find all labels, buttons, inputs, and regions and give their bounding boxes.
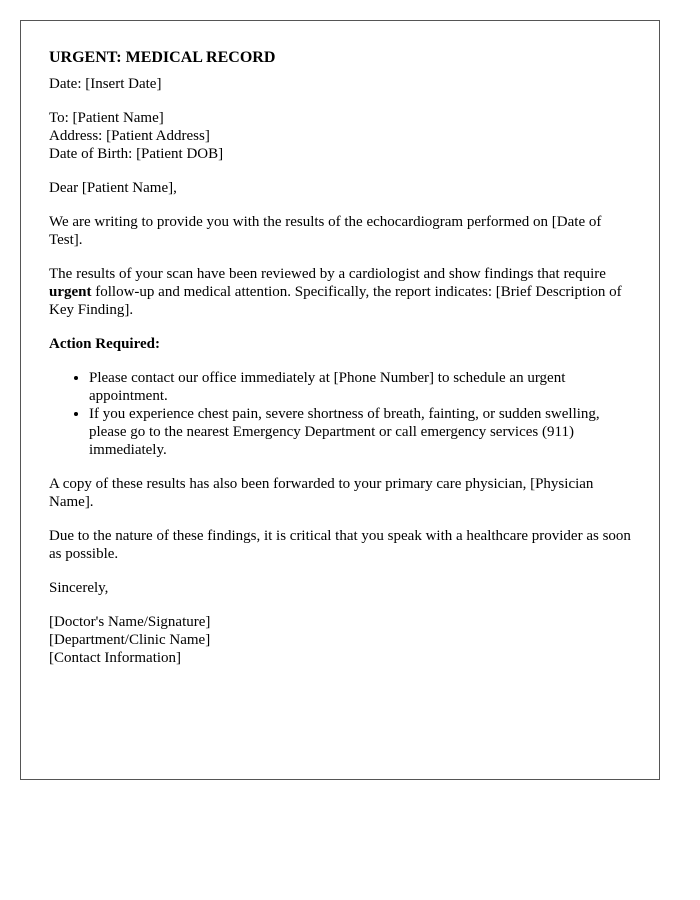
urgent-emphasis: urgent	[49, 284, 92, 300]
date-line: Date: [Insert Date]	[49, 76, 162, 92]
recipient-dob: Date of Birth: [Patient DOB]	[49, 146, 224, 162]
action-item-contact-office: • Please contact our office immediately at [Phone Number] to schedule an urgent appointment.	[89, 369, 631, 405]
findings-text-after: follow-up and medical attention. Specifically, the report indicates: [Brief Description of Key Finding].	[49, 284, 622, 318]
signature-department: [Department/Clinic Name]	[49, 632, 211, 648]
signature-contact: [Contact Information]	[49, 650, 182, 666]
results-intro-paragraph: We are writing to provide you with the results of the echocardiogram performed on [Date of Test].	[49, 214, 602, 248]
action-list	[49, 369, 631, 459]
action-required-heading: Action Required:	[49, 336, 160, 352]
letter-page	[20, 20, 660, 780]
findings-paragraph	[49, 265, 631, 319]
findings-text-before: The results of your scan have been reviewed by a cardiologist and show findings that require	[49, 266, 606, 282]
closing: Sincerely,	[49, 580, 109, 596]
signature-name: [Doctor's Name/Signature]	[49, 614, 211, 630]
letter-title: URGENT: MEDICAL RECORD	[49, 49, 276, 66]
copy-forwarded-paragraph: A copy of these results has also been forwarded to your primary care physician, [Physician Name].	[49, 476, 594, 510]
critical-paragraph: Due to the nature of these findings, it is critical that you speak with a healthcare provider as soon as possible.	[49, 528, 631, 562]
recipient-name: To: [Patient Name]	[49, 110, 164, 126]
salutation: Dear [Patient Name],	[49, 180, 177, 196]
recipient-block	[49, 109, 631, 163]
recipient-address: Address: [Patient Address]	[49, 128, 210, 144]
signature-block	[49, 613, 631, 667]
action-item-emergency: • If you experience chest pain, severe shortness of breath, fainting, or sudden swelling, please go to the nearest Emergency Department or call emergency services (911) immediately.	[89, 405, 631, 459]
